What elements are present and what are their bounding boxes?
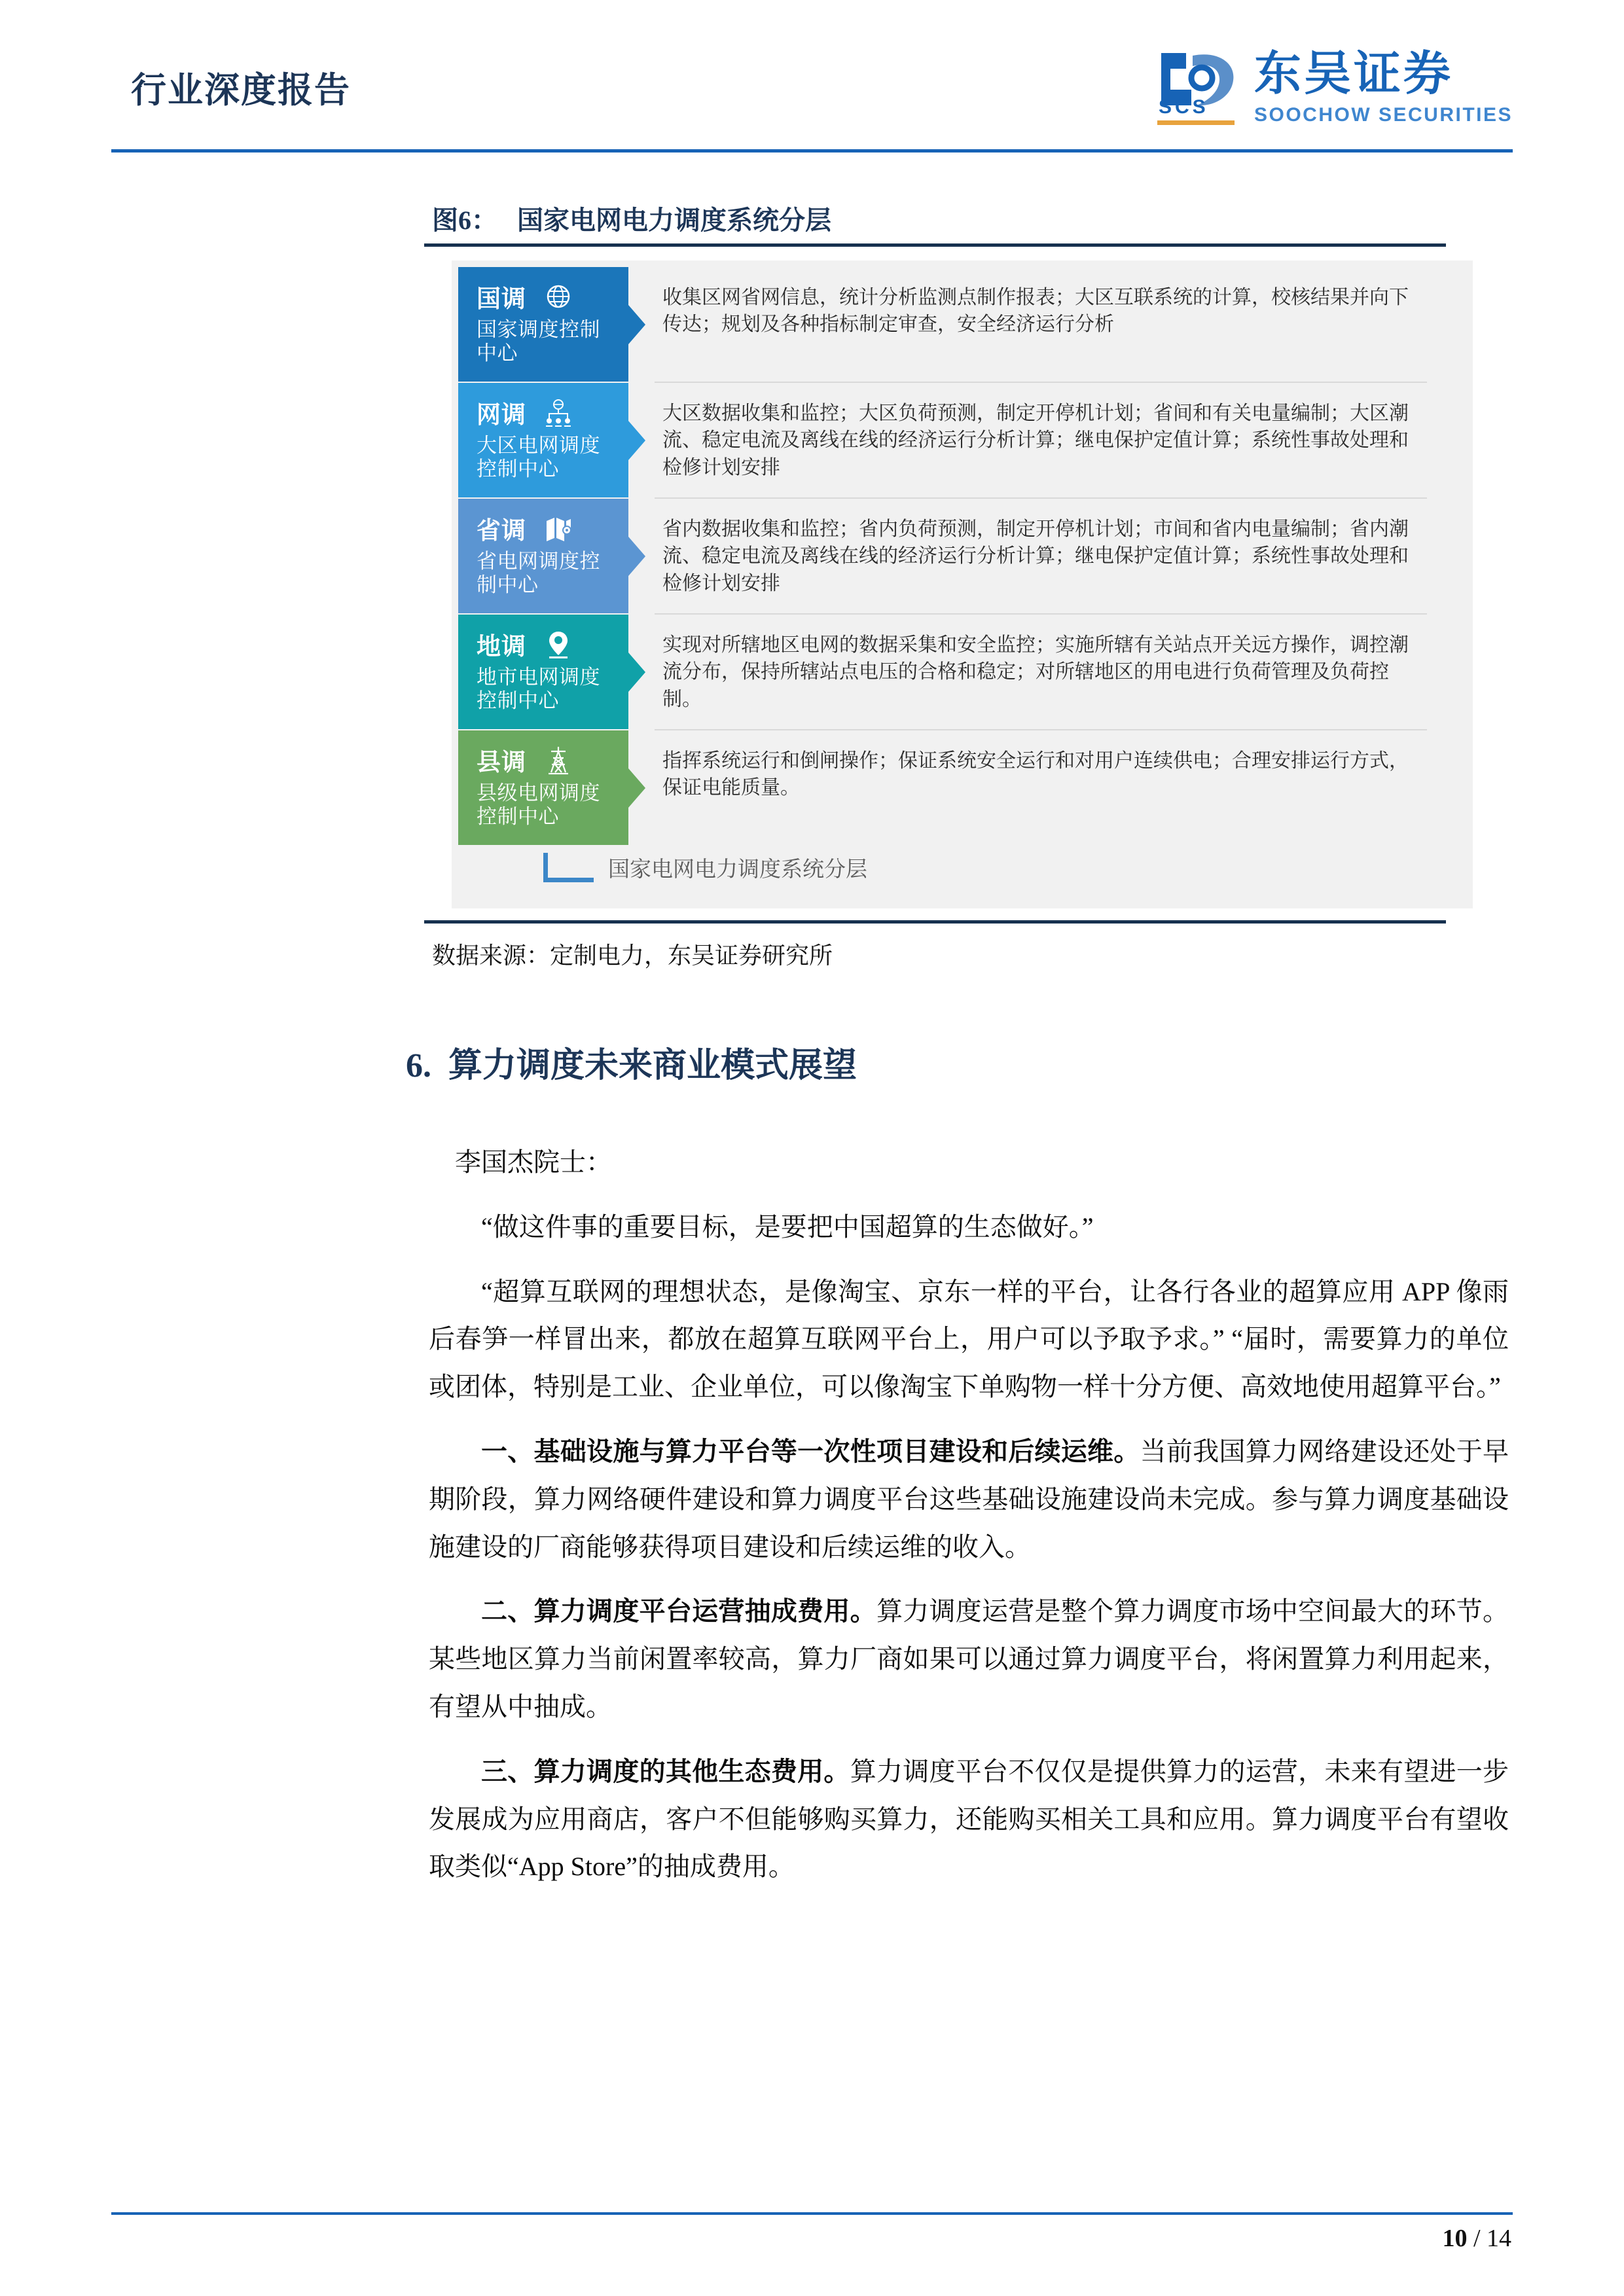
hierarchy-row xyxy=(458,730,1440,845)
point-3-rest: 算力调度平台不仅仅是提供算力的运营，未来有望进一步发展成为应用商店，客户不但能够购买算力，还能购买相关工具和应用。算力调度平台有望收取类似“App Store”的抽成费用。 xyxy=(429,1756,1509,1882)
logo-underline xyxy=(1157,120,1235,125)
figure-legend xyxy=(543,852,867,883)
level-label: 省调 xyxy=(477,517,526,544)
point-1-rest: 当前我国算力网络建设还处于早期阶段，算力网络硬件建设和算力调度平台这些基础设施建设尚未完成。参与算力调度基础设施建设的厂商能够获得项目建设和后续运维的收入。 xyxy=(429,1436,1509,1562)
point-paragraph-3 xyxy=(429,1748,1509,1891)
page-current: 10 xyxy=(1442,2225,1468,2252)
page-separator: / xyxy=(1473,2225,1481,2252)
level-description: 省内数据收集和监控；省内负荷预测，制定开停机计划；市间和省内电量编制；省内潮流、稳定电流及离线在线的经济运行分析计算；继电保护定值计算；系统性事故处理和检修计划安排 xyxy=(662,518,1409,594)
point-3-lead: 三、算力调度的其他生态费用。 xyxy=(481,1756,850,1786)
arrow-icon xyxy=(628,421,645,460)
arrow-icon xyxy=(628,305,645,344)
hierarchy-row xyxy=(458,267,1440,382)
figure-bottom-rule xyxy=(424,920,1446,924)
figure-body xyxy=(452,260,1473,908)
point-2-rest: 算力调度运营是整个算力调度市场中空间最大的环节。某些地区算力当前闲置率较高，算力厂商如果可以通过算力调度平台，将闲置算力利用起来，有望从中抽成。 xyxy=(429,1596,1509,1721)
hierarchy-row xyxy=(458,383,1440,497)
hierarchy-level-block xyxy=(458,615,628,729)
legend-bracket-icon xyxy=(543,853,594,882)
legend-label: 国家电网电力调度系统分层 xyxy=(608,857,867,881)
level-subtitle: 地市电网调度控制中心 xyxy=(477,666,600,712)
hierarchy-level-block xyxy=(458,267,628,382)
level-label: 网调 xyxy=(477,401,526,428)
header-divider xyxy=(111,149,1513,152)
body-content xyxy=(429,1139,1509,1908)
logo-swirl-icon xyxy=(1155,49,1240,128)
logo-scs-text: SCS xyxy=(1158,96,1209,118)
logo-company-en: SOOCHOW SECURITIES xyxy=(1254,104,1513,126)
level-label: 地调 xyxy=(477,633,526,660)
globe-icon xyxy=(543,281,573,312)
hierarchy-row xyxy=(458,615,1440,729)
point-2-lead: 二、算力调度平台运营抽成费用。 xyxy=(481,1596,876,1626)
figure-source: 数据来源：定制电力，东吴证券研究所 xyxy=(432,942,833,969)
quote-paragraph-2: “超算互联网的理想状态，是像淘宝、京东一样的平台，让各行各业的超算应用 APP 像雨后春笋一样冒出来，都放在超算互联网平台上，用户可以予取予求。” “届时，需要算力的单位或团体，特别是工业、企业单位，可以像淘宝下单购物一样十分方便、高效地使用超算平台。” xyxy=(429,1276,1509,1402)
level-subtitle: 国家调度控制中心 xyxy=(477,318,600,365)
level-subtitle: 县级电网调度控制中心 xyxy=(477,781,600,828)
level-description: 指挥系统运行和倒闸操作；保证系统安全运行和对用户连续供电；合理安排运行方式，保证电能质量。 xyxy=(662,750,1409,799)
hierarchy-level-block xyxy=(458,499,628,613)
point-paragraph-1 xyxy=(429,1428,1509,1571)
section-number: 6. xyxy=(406,1047,431,1085)
quote-paragraph-1: “做这件事的重要目标，是要把中国超算的生态做好。” xyxy=(481,1211,1094,1242)
level-description: 收集区网省网信息，统计分析监测点制作报表；大区互联系统的计算，校核结果并向下传达；规划及各种指标制定审查，安全经济运行分析 xyxy=(662,287,1409,336)
level-subtitle: 省电网调度控制中心 xyxy=(477,550,600,596)
section-heading xyxy=(406,1037,857,1086)
level-description: 大区数据收集和监控；大区负荷预测，制定开停机计划；省间和有关电量编制；大区潮流、稳定电流及离线在线的经济运行分析计算；继电保护定值计算；系统性事故处理和检修计划安排 xyxy=(662,403,1409,478)
level-label: 国调 xyxy=(477,285,526,312)
speaker-label: 李国杰院士： xyxy=(455,1147,612,1177)
figure-number: 图6： xyxy=(432,206,497,235)
logo-company-cn: 东吴证券 xyxy=(1254,48,1453,100)
page-total: 14 xyxy=(1487,2225,1511,2252)
location-pin-icon xyxy=(543,629,573,659)
figure-top-rule xyxy=(424,243,1446,247)
arrow-icon xyxy=(628,653,645,692)
point-1-lead: 一、基础设施与算力平台等一次性项目建设和后续运维。 xyxy=(481,1436,1140,1466)
arrow-icon xyxy=(628,537,645,576)
footer-divider xyxy=(111,2212,1513,2215)
hierarchy-level-block xyxy=(458,383,628,497)
hierarchy-row xyxy=(458,499,1440,613)
transmission-tower-icon xyxy=(543,745,573,775)
company-logo xyxy=(1155,49,1513,128)
hierarchy-level-block xyxy=(458,730,628,845)
level-description: 实现对所辖地区电网的数据采集和安全监控；实施所辖有关站点开关远方操作，调控潮流分布，保持所辖站点电压的合格和稳定；对所辖地区的用电进行负荷管理及负荷控制。 xyxy=(662,634,1409,710)
figure-title: 国家电网电力调度系统分层 xyxy=(517,206,831,235)
point-paragraph-2 xyxy=(429,1588,1509,1731)
level-label: 县调 xyxy=(477,749,526,776)
figure-caption xyxy=(432,200,831,237)
page-header xyxy=(0,0,1624,164)
network-hierarchy-icon xyxy=(543,397,573,427)
section-title: 算力调度未来商业模式展望 xyxy=(448,1047,857,1085)
report-type-label: 行业深度报告 xyxy=(131,71,351,110)
map-icon xyxy=(543,513,573,543)
level-subtitle: 大区电网调度控制中心 xyxy=(477,434,600,480)
arrow-icon xyxy=(628,768,645,808)
dispatch-hierarchy-diagram xyxy=(458,267,1440,845)
page-number xyxy=(1442,2224,1511,2253)
